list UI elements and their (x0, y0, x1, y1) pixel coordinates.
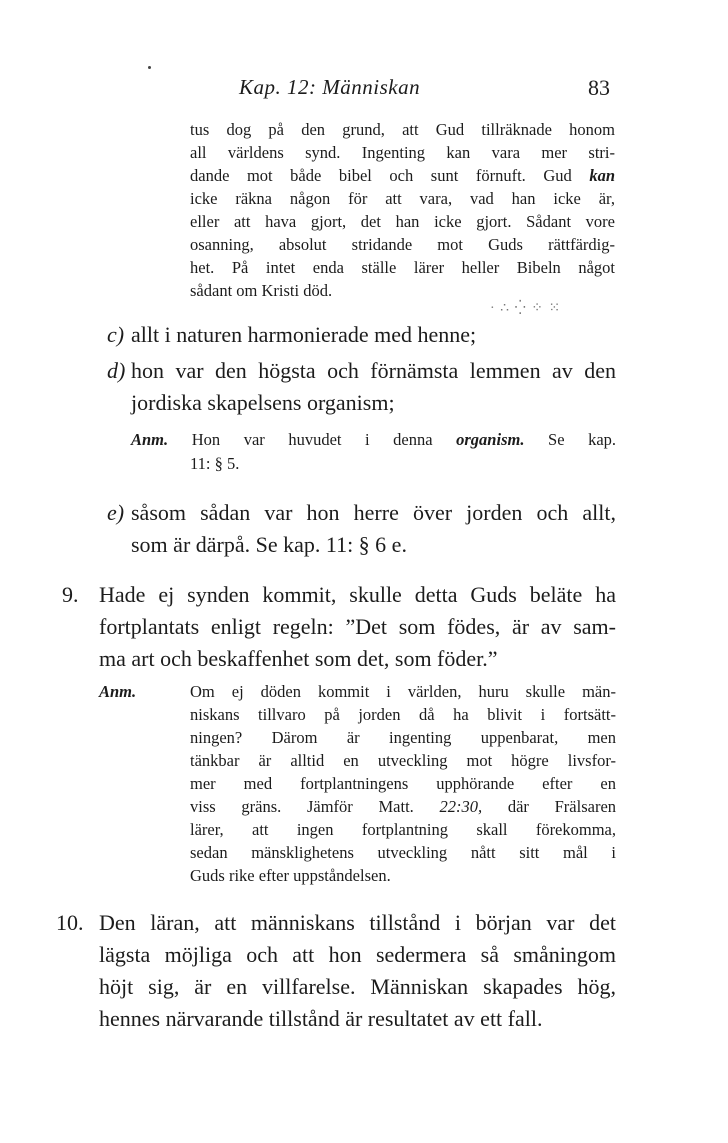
section-number-9: 9. (62, 582, 79, 607)
text-line: Om ej döden kommit i världen, huru skulle män- (190, 682, 616, 701)
anm-label: Anm. (131, 430, 169, 449)
section-number-10: 10. (56, 910, 84, 935)
item-c-text: allt i naturen harmonierade med henne; (131, 322, 477, 347)
section-10-line: Den läran, att människans tillstånd i början var det (99, 910, 616, 935)
text-line: sådant om Kristi död. (190, 281, 333, 300)
item-d-line: jordiska skapelsens organism; (131, 390, 395, 415)
text-line: icke räkna någon för att vara, vad han icke är, (190, 189, 615, 208)
anm-label: Anm. (99, 682, 137, 701)
emphasis-organism: organism. (456, 430, 525, 449)
item-d-marker: d) (107, 358, 126, 383)
text-segment: där Frälsaren (507, 797, 617, 816)
section-9-line: ma art och beskaffenhet som det, som föder.” (99, 646, 498, 671)
text-segment: Se kap. (548, 430, 617, 449)
text-line: het. På intet enda ställe lärer heller Bibeln något (190, 258, 615, 277)
item-e-line: som är därpå. Se kap. 11: § 6 e. (131, 532, 407, 557)
text-line: ningen? Därom är ingenting uppenbarat, men (190, 728, 616, 747)
page-number: 83 (588, 75, 610, 100)
section-9-line: Hade ej synden kommit, skulle detta Guds beläte ha (99, 582, 616, 607)
text-line (190, 797, 616, 817)
section-10-line: höjt sig, är en villfarelse. Människan skapades hög, (99, 974, 616, 999)
item-c-marker: c) (107, 322, 125, 347)
text-line: tus dog på den grund, att Gud tillräknade honom (190, 120, 615, 139)
text-line: mer med fortplantningens upphörande efter en (190, 774, 616, 793)
emphasis-kan: kan (589, 166, 615, 185)
text-line: niskans tillvaro på jorden då ha blivit i fortsätt- (190, 705, 616, 724)
text-line: eller att hava gjort, det han icke gjort. Sådant vore (190, 212, 615, 231)
anm-note-line (131, 430, 616, 450)
anm-note-line: 11: § 5. (190, 454, 240, 473)
text-line: lärer, att ingen fortplantning skall förekomma, (190, 820, 616, 839)
text-line: tänkbar är alltid en utveckling mot högre livsfor- (190, 751, 616, 770)
text-line (190, 166, 615, 186)
print-smudge: · ∴ ⁛ ⁘ ⁙ (490, 301, 562, 316)
text-segment: dande mot både bibel och sunt förnuft. Gud (190, 166, 572, 185)
section-10-line: hennes närvarande tillstånd är resultatet av ett fall. (99, 1006, 543, 1031)
running-header-title: Kap. 12: Människan (239, 75, 421, 99)
text-line: all världens synd. Ingenting kan vara mer stri- (190, 143, 615, 162)
item-d-line: hon var den högsta och förnämsta lemmen av den (131, 358, 616, 383)
text-segment: Hon var huvudet i denna (191, 430, 433, 449)
ink-dot (148, 66, 151, 69)
section-9-line: fortplantats enligt regeln: ”Det som födes, är av sam- (99, 614, 616, 639)
text-line: Guds rike efter uppståndelsen. (190, 866, 391, 885)
section-10-line: lägsta möjliga och att hon sedermera så småningom (99, 942, 616, 967)
scripture-reference: 22:30, (439, 797, 483, 816)
item-e-line: såsom sådan var hon herre över jorden och allt, (131, 500, 616, 525)
text-line: sedan mänsklighetens utveckling nått sitt mål i (190, 843, 616, 862)
text-line: osanning, absolut stridande mot Guds rättfärdig- (190, 235, 615, 254)
item-e-marker: e) (107, 500, 125, 525)
text-segment: viss gräns. Jämför Matt. (190, 797, 414, 816)
